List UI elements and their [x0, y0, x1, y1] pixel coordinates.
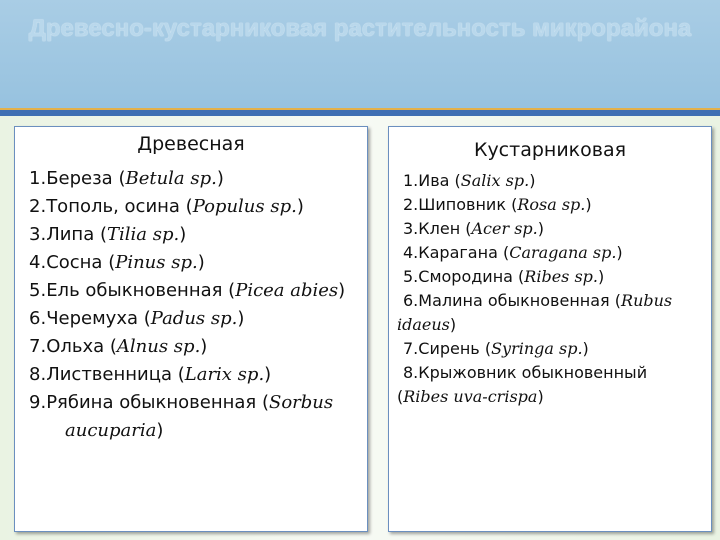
woody-item: 1.Береза (Betula sp.) — [29, 168, 224, 189]
woody-item: 3.Липа (Tilia sp.) — [29, 224, 187, 245]
shrub-item: 7.Сирень (Syringa sp.) — [403, 339, 589, 358]
woody-heading: Древесная — [137, 133, 245, 155]
shrub-item: 2.Шиповник (Rosa sp.) — [403, 195, 592, 214]
shrub-item: 6.Малина обыкновенная (Rubus idaeus) — [397, 291, 673, 334]
woody-plants-panel — [14, 126, 368, 532]
shrub-item: 5.Смородина (Ribes sp.) — [403, 267, 605, 286]
shrub-item: 8.Крыжовник обыкновенный (Ribes uva-crispa) — [397, 363, 648, 406]
woody-item: 6.Черемуха (Padus sp.) — [29, 308, 245, 329]
woody-item: 4.Сосна (Pinus sp.) — [29, 252, 205, 273]
slide-title: Древесно-кустарниковая растительность микрорайона — [28, 15, 692, 42]
woody-item: 8.Лиственница (Larix sp.) — [29, 364, 272, 385]
title-banner — [0, 0, 720, 108]
woody-item: 2.Тополь, осина (Populus sp.) — [29, 196, 304, 217]
woody-item: 5.Ель обыкновенная (Picea abies) — [29, 280, 346, 301]
shrub-plants-panel — [388, 126, 712, 532]
shrub-item: 3.Клен (Acer sp.) — [403, 219, 544, 238]
shrub-item: 4.Карагана (Caragana sp.) — [403, 243, 623, 262]
shrub-heading: Кустарниковая — [473, 139, 627, 161]
woody-list — [29, 165, 359, 445]
header-divider — [0, 108, 720, 116]
shrub-item: 1.Ива (Salix sp.) — [403, 171, 536, 190]
woody-item: 7.Ольха (Alnus sp.) — [29, 336, 208, 357]
shrub-list — [397, 169, 703, 409]
woody-item: 9.Рябина обыкновенная (Sorbus aucuparia) — [29, 392, 334, 441]
